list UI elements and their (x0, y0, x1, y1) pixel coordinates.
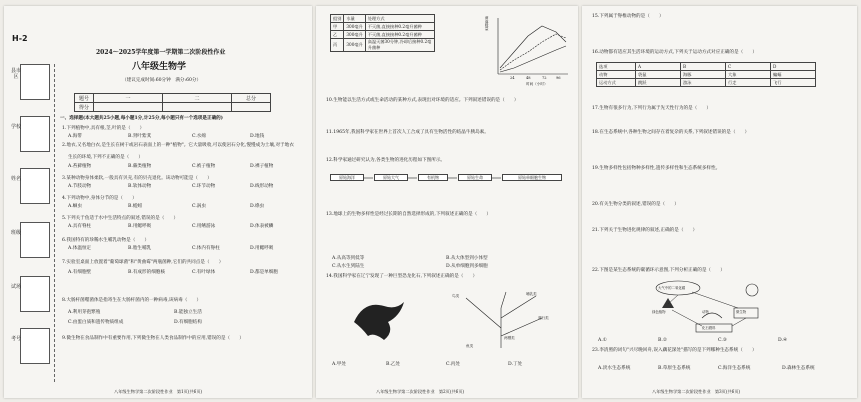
exam-page-2 (316, 6, 578, 398)
q13-option-a: A.从高等到低等 (332, 256, 365, 261)
exp-row-1-group: 甲 (331, 23, 344, 31)
question-4: 4.下列动物中,身体分节的是（ ） (62, 196, 137, 201)
q1-option-d: D.地钱 (250, 134, 265, 139)
cycle-label-microbes: 微生物 (736, 310, 747, 314)
section-1-heading: 一、选择题(本大题共25小题,每小题1分,计25分,每小题只有一个选项是正确的) (60, 116, 223, 121)
question-13: 13.地球上的生物多样性是经过长期的自然选择形成的,下列叙述正确的是（ ） (326, 212, 491, 217)
q8-option-c: C.由蛋白质和遗传物质组成 (68, 320, 124, 325)
move-head-a: A (636, 63, 681, 71)
q23-option-a: A.淡水生态系统 (598, 366, 631, 371)
info-box-exam-number (20, 328, 50, 364)
info-box-name (20, 168, 50, 204)
question-5: 5.下列关于鱼适于水中生活特点的叙述,错误的是（ ） (62, 216, 179, 221)
chart-tick-2: 48 (526, 76, 531, 80)
chart-x-label: 时间（小时） (526, 82, 548, 86)
q3-option-c: C.环节动物 (192, 184, 216, 189)
q22-option-d: D.④ (778, 338, 788, 343)
page-2-footer: 八年级生物学第二次阶段性作业 第2页(共6页) (376, 389, 465, 394)
info-label-room: 试场 (10, 284, 21, 290)
q23-option-c: C.海洋生态系统 (718, 366, 751, 371)
q6-option-b: B.胎生哺乳 (128, 246, 152, 251)
q1-option-a: A.海带 (68, 134, 82, 139)
q13-option-c: C.从水生到陆生 (332, 264, 365, 269)
exp-row-1-water: 300毫升 (344, 23, 365, 31)
q13-option-b: B.从大体型到小体型 (446, 256, 488, 261)
score-row-label: 得分 (75, 103, 94, 112)
info-label-class: 班级 (10, 230, 21, 236)
chart-y-label: 菌落数量 (485, 16, 490, 31)
info-box-school (20, 116, 50, 152)
exam-page-3 (582, 6, 857, 398)
cycle-label-co2: 大气中的二氧化碳 (658, 286, 686, 290)
q5-option-d: D.体表被鳞 (250, 224, 274, 229)
move-r1-label: 动物 (597, 71, 636, 79)
info-box-class (20, 222, 50, 258)
move-head-d: D (771, 63, 816, 71)
fossil-bird-image (344, 292, 414, 346)
move-r1-c: 大象 (726, 71, 771, 79)
question-21: 21.下列关于生物进化规律的叙述,正确的是（ ） (592, 228, 698, 233)
move-head-option: 选项 (597, 63, 636, 71)
move-r2-c: 行走 (726, 79, 771, 87)
question-9: 9.微生物在食品制作中有重要作用,下列微生物在人类食品制作中的应用,错误的是（ ） (62, 336, 244, 341)
score-header-2: 二 (163, 94, 232, 103)
question-15: 15.下列属于脊椎动物的是（ ） (592, 14, 664, 19)
info-label-county: 县市区 (10, 68, 21, 80)
q4-option-b: B.蚯蚓 (128, 204, 143, 209)
exam-title: 2024～2025学年度第一学期第二次阶段性作业 (96, 49, 226, 56)
question-8: 8.大肠杆菌噬菌体是指寄生在大肠杆菌内的一种病毒,该病毒（ ） (62, 298, 202, 303)
experiment-table-wrap (330, 14, 435, 52)
question-17: 17.生物有很多行为,下列行为属于先天性行为的是（ ） (592, 106, 712, 111)
exp-row-2-group: 乙 (331, 31, 344, 39)
q14-option-d: D.丁处 (508, 362, 523, 367)
q2-option-a: A.苔藓植物 (68, 164, 92, 169)
q14-option-b: B.乙处 (386, 362, 401, 367)
info-label-name: 姓名 (10, 176, 21, 182)
tree-label-5: 鱼类 (466, 344, 474, 348)
question-6: 6.我国特有的珍稀水生哺乳动物是（ ） (62, 238, 150, 243)
q14-option-c: C.丙处 (446, 362, 460, 367)
q14-option-a: A.甲处 (332, 362, 346, 367)
cycle-label-plants: 绿色植物 (652, 310, 666, 314)
info-box-room (20, 276, 50, 312)
flow-step-4: 原始生命 (458, 174, 492, 181)
question-19: 19.生物多样性包括物种多样性,遗传多样性和生态系统多样性。 (592, 166, 721, 171)
q2-option-c: C.被子植物 (192, 164, 216, 169)
q1-option-c: C.水绵 (192, 134, 206, 139)
q8-option-d: D.有细胞结构 (174, 320, 202, 325)
experiment-table (330, 14, 435, 52)
move-r2-b: 游泳 (681, 79, 726, 87)
flow-arrows (316, 174, 578, 182)
move-r1-d: 蝙蝠 (771, 71, 816, 79)
question-3: 3.某种动物身体柔软,一般具有贝壳,有的贝壳退化。该动物可能是（ ） (62, 176, 212, 181)
chart-tick-4: 96 (556, 76, 561, 80)
q7-option-b: B.有成形的细胞核 (128, 270, 165, 275)
score-cell-total (232, 103, 271, 112)
info-label-school: 学校 (10, 124, 21, 130)
exp-head-group: 组别 (331, 15, 344, 23)
score-header-number: 题号 (75, 94, 94, 103)
q13-option-d: D.从单细胞到多细胞 (446, 264, 488, 269)
exp-row-2-water: 300毫升 (344, 31, 365, 39)
question-23: 23.李清照的词句"兴尽晚回舟,误入藕花深处"描写的是下列哪种生态系统（ ） (592, 348, 757, 353)
exp-row-2-method: 不灭菌,直接接种0.2毫升菌种 (365, 31, 434, 39)
question-2-cont: 生长的环境,下列不正确的是（ ） (68, 155, 143, 160)
question-14: 14.我国科学家在辽宁发现了一种巨型恐龙化石,下列叙述正确的是（ ） (326, 274, 478, 279)
q1-option-b: B.肾叶紫萁 (128, 134, 152, 139)
cycle-label-fossil-fuel: 化石燃料 (702, 326, 716, 330)
q23-option-b: B.草原生态系统 (658, 366, 691, 371)
question-18: 18.在生态系统中,各种生物之间存在着复杂的关系,下列叙述错误的是（ ） (592, 130, 750, 135)
tree-label-3: 爬行类 (538, 316, 549, 320)
info-box-county (20, 64, 50, 100)
q5-option-b: B.用鳃呼吸 (128, 224, 152, 229)
exp-row-3-method: 高温灭菌30分钟,冷却后接种0.2毫升菌种 (365, 39, 434, 52)
flow-step-3: 有机物 (418, 174, 448, 181)
score-header-total: 总分 (232, 94, 271, 103)
move-r2-label: 运动方式 (597, 79, 636, 87)
q4-option-d: D.绦虫 (250, 204, 265, 209)
movement-table (596, 62, 816, 87)
exp-head-water: 水量 (344, 15, 365, 23)
q6-option-a: A.体温恒定 (68, 246, 92, 251)
question-2: 2.地衣,又名地白衣,是生长在树干或岩石表面上的一种"植物"。它大量吸收,可以使岩石分化,慢慢成为土壤,对于地衣 (62, 143, 294, 148)
q7-option-d: D.都是单细胞 (250, 270, 278, 275)
paper-code: H-2 (12, 34, 28, 43)
q7-option-a: A.有细胞壁 (68, 270, 92, 275)
flow-step-1: 原始海洋 (330, 174, 364, 181)
q8-option-b: B.能独立生活 (174, 310, 202, 315)
q5-option-c: C.用鳍游泳 (192, 224, 216, 229)
question-16: 16.动物都有适应其生活环境的运动方式,下列关于运动方式对应正确的是（ ） (592, 50, 757, 55)
move-r2-a: 跳跃 (636, 79, 681, 87)
question-12: 12.科学家通过研究认为,各类生物的进化历程如下图所示。 (326, 158, 446, 163)
q6-option-d: D.用鳃呼吸 (250, 246, 274, 251)
exp-row-3-water: 300毫升 (344, 39, 365, 52)
q4-option-c: C.涡虫 (192, 204, 206, 209)
q3-option-b: B.软体动物 (128, 184, 152, 189)
subject-title: 八年级生物学 (132, 62, 187, 72)
score-table (74, 93, 271, 112)
question-11: 11.1965年,我国科学家在世界上首次人工合成了具有生物活性的结晶牛胰岛素。 (326, 130, 489, 135)
q6-option-c: C.体内有脊柱 (192, 246, 220, 251)
q2-option-d: D.裸子植物 (250, 164, 274, 169)
tree-label-2: 哺乳类 (526, 292, 537, 296)
page-3-footer: 八年级生物学第二次阶段性作业 第3页(共6页) (652, 389, 741, 394)
movement-table-wrap (596, 62, 816, 87)
exam-page-1 (4, 6, 312, 398)
score-header-1: 一 (94, 94, 163, 103)
question-22: 22.下图是某生态系统的碳循环示意图,下列分析正确的是（ ） (592, 268, 725, 273)
move-head-c: C (726, 63, 771, 71)
q4-option-a: A.蛔虫 (68, 204, 82, 209)
question-10: 10.生物能以生活方式或生命活动的某种方式,表现出对环境的适应。下列叙述错误的是（ ） (326, 98, 519, 103)
tree-label-4: 两栖类 (504, 336, 515, 340)
q22-option-a: A.① (598, 338, 607, 343)
q5-option-a: A.具有脊柱 (68, 224, 92, 229)
chart-tick-1: 24 (510, 76, 515, 80)
cut-line (54, 64, 55, 382)
info-label-exam-number: 考号 (10, 336, 21, 342)
q23-option-d: D.森林生态系统 (782, 366, 815, 371)
flow-step-5: 原始单细胞生物 (502, 174, 562, 181)
move-r1-b: 海豚 (681, 71, 726, 79)
q2-option-b: B.蕨类植物 (128, 164, 152, 169)
cycle-label-animals: 动物 (702, 310, 709, 314)
page-1-footer: 八年级生物学第二次阶段性作业 第1页(共6页) (114, 389, 203, 394)
question-1: 1.下列植物中,具有根,茎,叶的是（ ） (62, 126, 145, 131)
question-7: 7.实验室桌面上放置着"葡萄球菌"和"黄曲霉"两瓶菌种,它们的共同点是（ ） (62, 260, 224, 265)
score-cell-2 (163, 103, 232, 112)
q7-option-c: C.有叶绿体 (192, 270, 216, 275)
q3-option-a: A.节肢动物 (68, 184, 92, 189)
q22-option-b: B.② (658, 338, 667, 343)
question-20: 20.有关生物分类的叙述,错误的是（ ） (592, 202, 679, 207)
exp-row-1-method: 不灭菌,直接接种0.2毫升菌种 (365, 23, 434, 31)
move-r2-d: 飞行 (771, 79, 816, 87)
flow-step-2: 原始大气 (374, 174, 408, 181)
exp-row-3-group: 丙 (331, 39, 344, 52)
q8-option-a: A.利用芽孢繁殖 (68, 310, 101, 315)
chart-tick-3: 72 (542, 76, 547, 80)
q3-option-d: D.线形动物 (250, 184, 274, 189)
tree-label-1: 鸟类 (452, 294, 460, 298)
q22-option-c: C.③ (718, 338, 727, 343)
move-head-b: B (681, 63, 726, 71)
student-info-column (10, 64, 56, 382)
score-cell-1 (94, 103, 163, 112)
exam-note: （建议完成时间:60分钟 满分:60分） (122, 78, 202, 83)
move-r1-a: 袋鼠 (636, 71, 681, 79)
exp-head-method: 处理方式 (365, 15, 434, 23)
